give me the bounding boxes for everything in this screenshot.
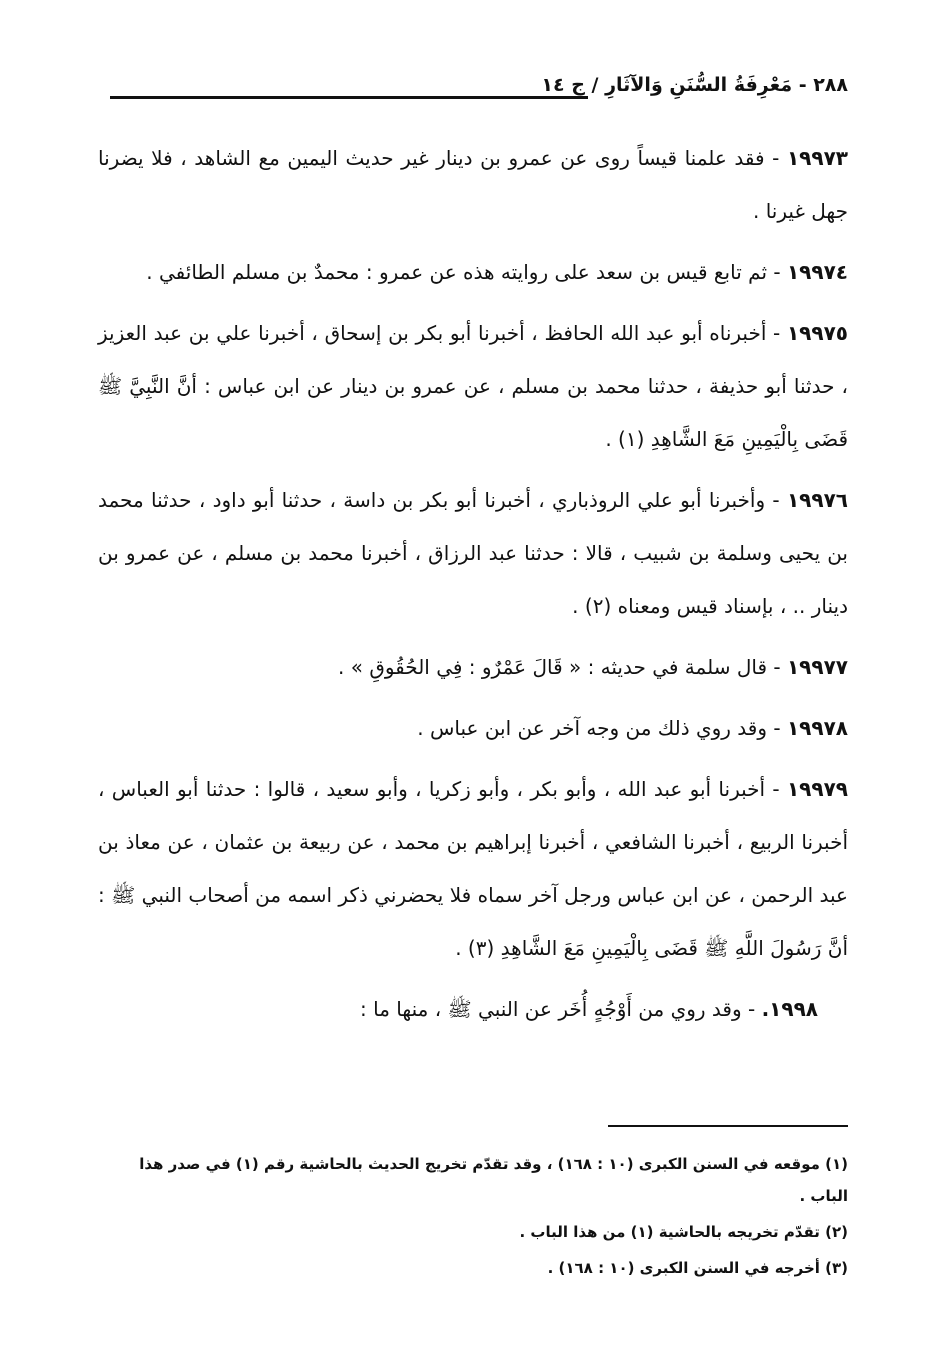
footnote-rule [608, 1125, 848, 1127]
hadith-number: ١٩٩٧٨ [786, 716, 848, 740]
hadith-number: ١٩٩٨. [761, 997, 818, 1021]
paragraph-text: - قال سلمة في حديثه : « قَالَ عَمْرٌو : فِي الحُقُوقِ » . [338, 655, 787, 679]
paragraph-text: - ثم تابع قيس بن سعد على روايته هذه عن عمرو : محمدٌ بن مسلم الطائفي . [146, 260, 787, 284]
footnotes [98, 1148, 848, 1284]
paragraph-19974 [98, 246, 848, 299]
paragraph-text: - وأخبرنا أبو علي الروذباري ، أخبرنا أبو بكر بن داسة ، حدثنا أبو داود ، حدثنا محمد بن يحيى وسلمة بن شبيب ، قالا : حدثنا عبد الرزاق ، أخبرنا محمد بن مسلم ، عن عمرو بن دينار .. ، بإسناد قيس ومعناه (٢) . [98, 488, 848, 618]
paragraph-19977 [98, 641, 848, 694]
hadith-number: ١٩٩٧٩ [786, 777, 848, 801]
paragraph-19976 [98, 474, 848, 633]
footnote-3: (٣) أخرجه في السنن الكبرى (١٠ : ١٦٨) . [547, 1259, 848, 1277]
hadith-number: ١٩٩٧٤ [786, 260, 848, 284]
hadith-number: ١٩٩٧٧ [786, 655, 848, 679]
hadith-number: ١٩٩٧٣ [786, 146, 848, 170]
paragraph-text: - وقد روي من أَوْجُهٍ أُخَر عن النبي ﷺ ، منها ما : [360, 997, 762, 1021]
footnote-1: (١) موقعه في السنن الكبرى (١٠ : ١٦٨) ، وقد تقدّم تخريج الحديث بالحاشية رقم (١) في صدر هذا الباب . [139, 1155, 848, 1205]
header-rule [110, 96, 588, 99]
page-header [98, 70, 848, 110]
running-title: ٢٨٨ - مَعْرِفَةُ السُّنَنِ وَالآثَارِ / ج ١٤ [541, 74, 848, 96]
paragraph-text: - فقد علمنا قيساً روى عن عمرو بن دينار غير حديث اليمين مع الشاهد ، فلا يضرنا جهل غيرنا . [98, 146, 848, 223]
paragraph-19978 [98, 702, 848, 755]
paragraph-19980 [98, 983, 848, 1036]
paragraph-text: - أخبرنا أبو عبد الله ، وأبو بكر ، وأبو زكريا ، وأبو سعيد ، قالوا : حدثنا أبو العباس ، أخبرنا الربيع ، أخبرنا الشافعي ، أخبرنا إبراهيم بن محمد ، عن ربيعة بن عثمان ، عن معاذ بن عبد الرحمن ، عن ابن عباس ورجل آخر سماه فلا يحضرني ذكر اسمه من أصحاب النبي ﷺ : أنَّ رَسُولَ اللَّهِ ﷺ قَضَى بِالْيَمِينِ مَعَ الشَّاهِدِ (٣) . [98, 777, 848, 960]
paragraph-19975 [98, 307, 848, 466]
paragraph-text: - أخبرناه أبو عبد الله الحافظ ، أخبرنا أبو بكر بن إسحاق ، أخبرنا علي بن عبد العزيز ، حدثنا أبو حذيفة ، حدثنا محمد بن مسلم ، عن عمرو بن دينار عن ابن عباس : أنَّ النَّبِيَّ ﷺ قَضَى بِالْيَمِينِ مَعَ الشَّاهِدِ (١) . [98, 321, 848, 451]
body-text [98, 132, 848, 1036]
paragraph-19979 [98, 763, 848, 975]
paragraph-text: - وقد روي ذلك من وجه آخر عن ابن عباس . [417, 716, 787, 740]
footnote-2: (٢) تقدّم تخريجه بالحاشية (١) من هذا الباب . [519, 1223, 848, 1241]
paragraph-19973 [98, 132, 848, 238]
hadith-number: ١٩٩٧٥ [786, 321, 848, 345]
hadith-number: ١٩٩٧٦ [786, 488, 848, 512]
